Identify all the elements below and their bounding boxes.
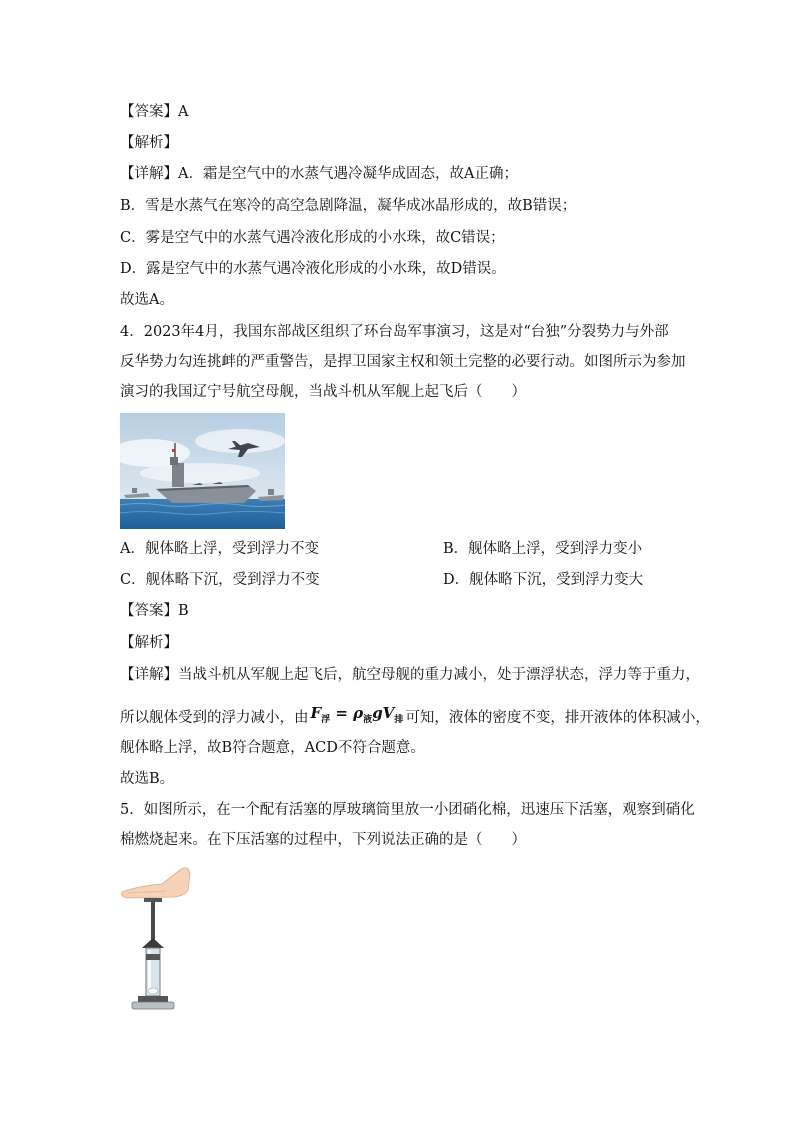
- formula-f: F: [310, 704, 322, 722]
- q4-option-d: D．舰体略下沉，受到浮力变大: [443, 572, 644, 588]
- formula-eq: = ρ: [330, 704, 364, 722]
- q4-detail-line-3: 舰体略上浮，故B符合题意，ACD不符合题意。: [120, 740, 425, 756]
- formula-f-sub: 浮: [321, 715, 331, 725]
- q4-stem-line-1: 4．2023年4月，我国东部战区组织了环台岛军事演习，这是对“台独”分裂势力与外部: [120, 324, 669, 340]
- q4-option-b: B．舰体略上浮，受到浮力变小: [443, 541, 643, 557]
- q4-analysis: 【解析】: [120, 635, 178, 651]
- q4-detail-line-2b: 可知，液体的密度不变，排开液体的体积减小，: [405, 710, 710, 726]
- q4-stem-line-3: 演习的我国辽宁号航空母舰，当战斗机从军舰上起飞后（ ）: [120, 384, 526, 400]
- buoyancy-formula: [311, 703, 404, 730]
- q5-stem-line-1: 5．如图所示，在一个配有活塞的厚玻璃筒里放一小团硝化棉，迅速压下活塞，观察到硝化: [120, 802, 695, 818]
- q4-conclusion: 故选B。: [120, 771, 175, 787]
- q3-conclusion: 故选A。: [120, 292, 174, 308]
- q4-answer: 【答案】B: [120, 603, 189, 619]
- q3-detail-c: C．雾是空气中的水蒸气遇冷液化形成的小水珠，故C错误；: [120, 230, 505, 246]
- q4-detail-line-2: [120, 704, 710, 734]
- aircraft-carrier-image: [120, 413, 285, 529]
- q4-detail-line-1: 【详解】当战斗机从军舰上起飞后，航空母舰的重力减小，处于漂浮状态，浮力等于重力，: [120, 667, 700, 683]
- q4-stem-line-2: 反华势力勾连挑衅的严重警告，是捍卫国家主权和领土完整的必要行动。如图所示为参加: [120, 354, 686, 370]
- q3-detail-d: D．露是空气中的水蒸气遇冷液化形成的小水珠，故D错误。: [120, 261, 506, 277]
- q4-option-a: A．舰体略上浮，受到浮力不变: [120, 541, 319, 557]
- formula-v-sub: 排: [394, 715, 404, 725]
- q3-analysis: 【解析】: [120, 135, 178, 151]
- q3-answer: 【答案】A: [120, 104, 189, 120]
- q3-detail-b: B．雪是水蒸气在寒冷的高空急剧降温，凝华成冰晶形成的，故B错误；: [120, 198, 577, 214]
- q3-detail-a: 【详解】A．霜是空气中的水蒸气遇冷凝华成固态，故A正确；: [120, 166, 518, 182]
- formula-rho-sub: 液: [363, 715, 373, 725]
- piston-tube-image: [118, 862, 198, 1014]
- formula-gv: gV: [372, 704, 395, 722]
- q5-stem-line-2: 棉燃烧起来。在下压活塞的过程中，下列说法正确的是（ ）: [120, 832, 526, 848]
- q4-detail-line-2a: 所以舰体受到的浮力减小，由: [120, 710, 309, 726]
- q4-option-c: C．舰体略下沉，受到浮力不变: [120, 572, 320, 588]
